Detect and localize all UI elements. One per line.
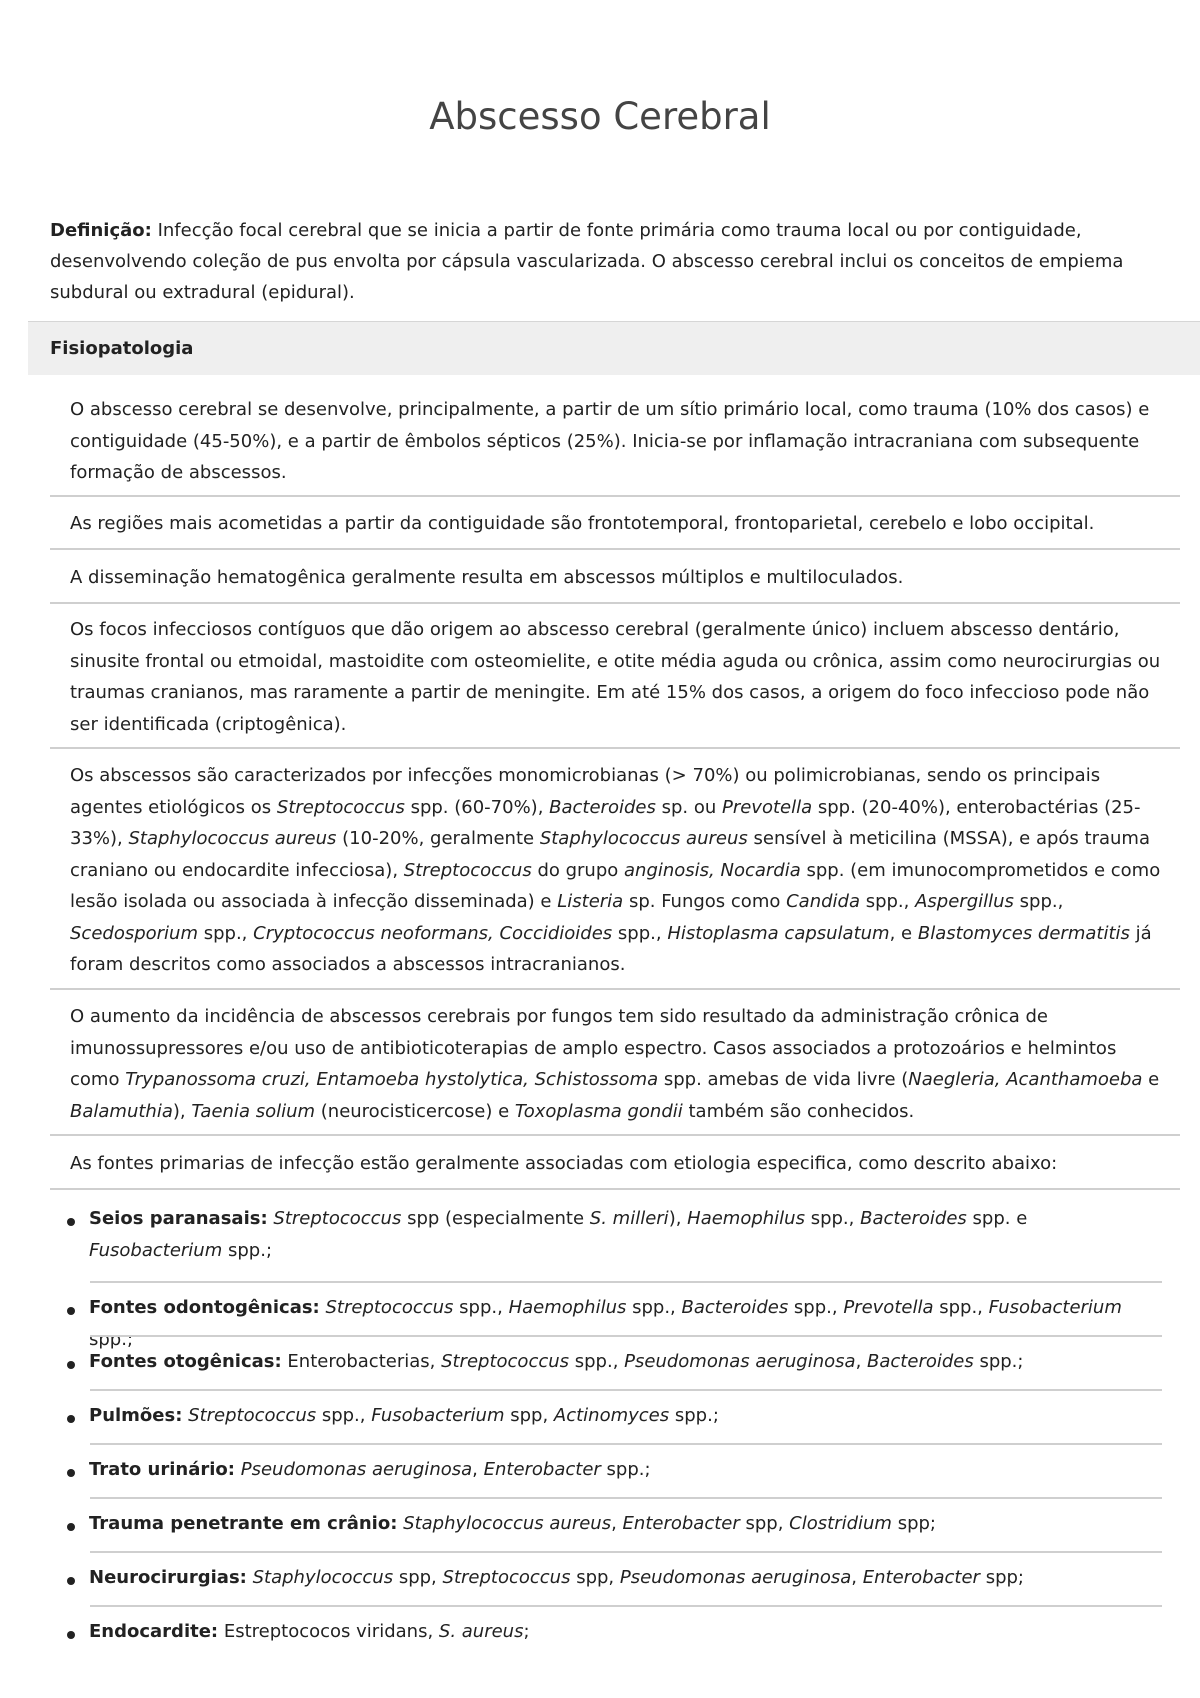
paragraph [70, 562, 1170, 594]
organism-name: Bacteroides [681, 1297, 789, 1318]
divider [90, 1605, 1162, 1607]
divider [50, 1134, 1180, 1136]
bullet-icon [67, 1361, 75, 1369]
text-run: spp., [612, 922, 668, 944]
divider [50, 602, 1180, 604]
organism-name: Haemophilus [508, 1297, 627, 1318]
text-run: spp, [393, 1567, 443, 1588]
paragraph [70, 1001, 1170, 1127]
organism-name: S. milleri [589, 1208, 669, 1229]
list-item [89, 1346, 1149, 1378]
organism-name: Taenia solium [191, 1100, 316, 1122]
organism-name: Staphylococcus aureus [128, 828, 337, 849]
organism-name: Fusobacterium [371, 1405, 505, 1426]
text-run: spp., [453, 1297, 509, 1318]
organism-name: Naegleria, Acanthamoeba [908, 1069, 1143, 1090]
text-run: spp., [569, 1351, 625, 1372]
organism-name: Enterobacter [862, 1567, 980, 1588]
item-label: Endocardite: [89, 1621, 219, 1642]
page-title: Abscesso Cerebral [429, 95, 771, 138]
definition-text: Infecção focal cerebral que se inicia a partir de fonte primária como trauma local ou por contiguidade, desenvolvendo coleção de pus envolta por cápsula vascularizada. O abscesso cerebral inclui os conceitos de empiema subdural ou extradural (epidural). [50, 220, 1124, 303]
text-run: As fontes primarias de infecção estão geralmente associadas com etiologia especifica, como descrito abaixo: [70, 1153, 1058, 1174]
text-run: Enterobacterias, [281, 1351, 442, 1372]
organism-name: Blastomyces dermatitis [917, 922, 1130, 944]
organism-name: Streptococcus [273, 1208, 402, 1229]
text-run: spp, [504, 1405, 554, 1426]
divider [50, 988, 1180, 990]
text-run: (10-20%, geralmente [336, 828, 540, 849]
text-run: spp., [859, 891, 916, 912]
text-run: , [851, 1567, 863, 1588]
organism-name: Listeria [557, 891, 624, 912]
bullet-icon [67, 1631, 75, 1639]
organism-name: Clostridium [789, 1513, 892, 1534]
bullet-icon [67, 1307, 75, 1315]
text-run: spp., [626, 1297, 682, 1318]
text-run: Os abscessos são caracterizados por infecções monomicrobianas (> 70%) ou polimicrobianas, sendo os principais agentes etiológicos os [70, 765, 1101, 818]
organism-name: Enterobacter [622, 1513, 740, 1534]
organism-name: Fusobacterium [988, 1297, 1122, 1318]
text-run: spp.; [600, 1459, 651, 1480]
text-run: As regiões mais acometidas a partir da contiguidade são frontotemporal, frontoparietal, cerebelo e lobo occipital. [70, 513, 1095, 534]
text-run: spp; [979, 1567, 1024, 1588]
divider [50, 495, 1180, 497]
organism-name: Candida [786, 891, 860, 912]
organism-name: Scedosporium [70, 922, 198, 944]
text-run: spp.; [973, 1351, 1024, 1372]
section-title: Fisiopatologia [50, 338, 194, 359]
divider [50, 747, 1180, 749]
organism-name: Staphylococcus [252, 1567, 394, 1588]
paragraph [70, 1148, 1170, 1180]
item-label: Pulmões: [89, 1405, 183, 1426]
paragraph [70, 614, 1170, 740]
organism-name: Actinomyces [553, 1405, 670, 1426]
paragraph [70, 508, 1170, 540]
organism-name: Balamuthia [70, 1100, 173, 1122]
text-run: spp (especialmente [401, 1208, 590, 1229]
organism-name: Pseudomonas aeruginosa [624, 1351, 856, 1372]
bullet-icon [67, 1577, 75, 1585]
organism-name: Bacteroides [549, 796, 656, 818]
item-label: Seios paranasais: [89, 1208, 268, 1229]
divider [90, 1551, 1162, 1553]
organism-name: Histoplasma capsulatum [667, 922, 890, 944]
text-run: , e [889, 922, 918, 944]
organism-name: Staphylococcus aureus [539, 828, 748, 849]
text-run: sensível à meticilina (MSSA), e após trauma craniano ou endocardite infecciosa), [70, 828, 1150, 881]
section-header [28, 321, 1200, 375]
list-item [89, 1203, 1149, 1266]
text-run: também são conhecidos. [682, 1100, 915, 1122]
list-item [89, 1508, 1149, 1540]
organism-name: Streptococcus [441, 1351, 570, 1372]
text-run: spp. (60-70%), [404, 796, 550, 818]
organism-name: Streptococcus [276, 796, 405, 818]
bullet-icon [67, 1523, 75, 1531]
organism-name: Aspergillus [915, 891, 1014, 912]
text-run: , [611, 1513, 623, 1534]
text-run: spp., [804, 1208, 861, 1229]
divider [50, 1188, 1180, 1190]
divider [90, 1443, 1162, 1445]
text-run: , [472, 1459, 484, 1480]
text-run: spp., [1013, 891, 1064, 912]
text-run: O aumento da incidência de abscessos cerebrais por fungos tem sido resultado da administração crônica de imunossupressores e/ou uso de antibioticoterapias de amplo espectro. Casos associados a protozoários e helmintos como [70, 1006, 1117, 1090]
item-label: Trauma penetrante em crânio: [89, 1513, 398, 1534]
organism-name: anginosis, Nocardia [624, 859, 801, 881]
text-run: spp. e [966, 1208, 1028, 1229]
organism-name: Bacteroides [860, 1208, 967, 1229]
definition-paragraph [50, 215, 1170, 308]
divider [90, 1497, 1162, 1499]
text-run: spp.; [669, 1405, 719, 1426]
list-item [89, 1454, 1149, 1486]
text-run: spp. (em imunocomprometidos e como lesão isolada ou associada à infecção disseminada) e [70, 859, 1161, 912]
item-label: Fontes otogênicas: [89, 1351, 282, 1372]
organism-name: Fusobacterium [89, 1239, 223, 1261]
organism-name: Prevotella [843, 1297, 934, 1318]
text-run: (neurocisticercose) e [315, 1100, 515, 1122]
organism-name: Streptococcus [403, 859, 532, 881]
organism-name: Haemophilus [687, 1208, 805, 1229]
text-run: spp., [788, 1297, 844, 1318]
text-run: spp.; [222, 1239, 273, 1261]
text-run: spp; [891, 1513, 936, 1534]
text-run: ), [668, 1208, 688, 1229]
text-run: spp., [198, 922, 254, 944]
list-item [89, 1616, 1149, 1648]
text-run: spp. amebas de vida livre ( [658, 1069, 909, 1090]
text-run: ; [523, 1621, 530, 1642]
list-item [89, 1400, 1149, 1432]
text-run: spp. (20-40%), enterobactérias (25-33%), [70, 796, 1141, 849]
text-run: O abscesso cerebral se desenvolve, principalmente, a partir de um sítio primário local, como trauma (10% dos casos) e contiguidade (45-50%), e a partir de êmbolos sépticos (25%). Inicia-se por inflamação intracraniana com subsequente formação de abscessos. [70, 399, 1150, 483]
item-label: Fontes odontogênicas: [89, 1297, 320, 1318]
text-run: spp., [316, 1405, 372, 1426]
text-run: já foram descritos como associados a abscessos intracranianos. [70, 922, 1152, 975]
divider [90, 1335, 1162, 1337]
organism-name: Enterobacter [483, 1459, 601, 1480]
text-run: A disseminação hematogênica geralmente resulta em abscessos múltiplos e multiloculados. [70, 567, 904, 588]
organism-name: Streptococcus [188, 1405, 317, 1426]
organism-name: Bacteroides [867, 1351, 974, 1372]
organism-name: Staphylococcus aureus [403, 1513, 612, 1534]
item-label: Trato urinário: [89, 1459, 235, 1480]
organism-name: Prevotella [721, 796, 813, 818]
text-run: do grupo [531, 859, 624, 881]
divider [90, 1389, 1162, 1391]
organism-name: Pseudomonas aeruginosa [619, 1567, 852, 1588]
paragraph [70, 760, 1170, 981]
organism-name: Streptococcus [325, 1297, 454, 1318]
text-run: e [1142, 1069, 1160, 1090]
text-run: spp., [933, 1297, 989, 1318]
text-run: , [855, 1351, 868, 1372]
definition-label: Definição: [50, 220, 152, 241]
text-run: sp. ou [655, 796, 722, 818]
organism-name: Toxoplasma gondii [514, 1100, 683, 1122]
list-item [89, 1562, 1149, 1594]
text-run: ), [172, 1100, 192, 1122]
organism-name: Pseudomonas aeruginosa [240, 1459, 473, 1480]
text-run: spp, [570, 1567, 620, 1588]
organism-name: Streptococcus [442, 1567, 571, 1588]
text-run: Os focos infecciosos contíguos que dão origem ao abscesso cerebral (geralmente único) incluem abscesso dentário, sinusite frontal ou etmoidal, mastoidite com osteomielite, e otite média aguda ou crônica, assim como neurocirurgias ou traumas cranianos, mas raramente a partir de meningite. Em até 15% dos casos, a origem do foco infeccioso pode não ser identificada (criptogênica). [70, 619, 1161, 735]
divider [90, 1281, 1162, 1283]
item-label: Neurocirurgias: [89, 1567, 247, 1588]
bullet-icon [67, 1218, 75, 1226]
organism-name: Trypanossoma cruzi, Entamoeba hystolytica, Schistossoma [125, 1069, 659, 1090]
bullet-icon [67, 1469, 75, 1477]
organism-name: S. aureus [438, 1621, 524, 1642]
text-run: spp.; [89, 1328, 134, 1350]
organism-name: Cryptococcus neoformans, Coccidioides [253, 922, 613, 944]
divider [50, 548, 1180, 550]
text-run: Estreptococos viridans, [218, 1621, 439, 1642]
paragraph [70, 394, 1170, 489]
text-run: spp, [739, 1513, 790, 1534]
text-run: sp. Fungos como [623, 891, 787, 912]
bullet-icon [67, 1415, 75, 1423]
